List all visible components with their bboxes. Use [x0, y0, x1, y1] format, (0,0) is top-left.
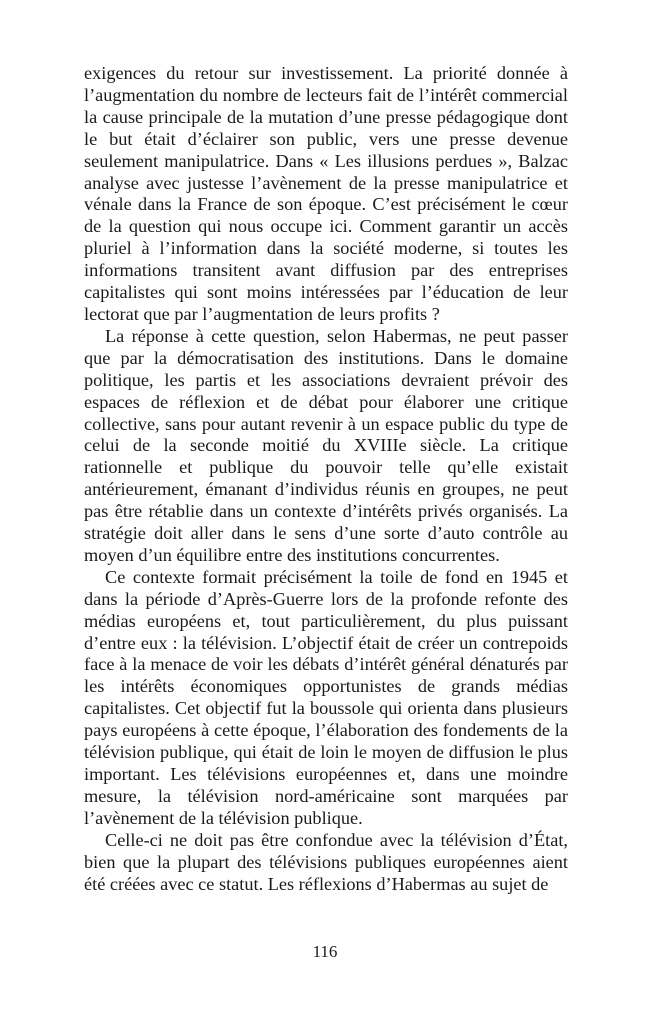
paragraph-2: La réponse à cette question, selon Habermas, ne peut passer que par la démocratisation des institutions. Dans le domaine politique, les partis et les associations devraient prévoir des espaces de réflexion et de débat pour élaborer une critique collective, sans pour autant revenir à un espace public du type de celui de la seconde moitié du XVIIIe siècle. La critique rationnelle et publique du pouvoir telle qu’elle existait antérieurement, émanant d’individus réunis en groupes, ne peut pas être rétablie dans un contexte d’intérêts privés organisés. La stratégie doit aller dans le sens d’une sorte d’auto contrôle au moyen d’un équilibre entre des institutions concurrentes.	[84, 325, 568, 565]
paragraph-4: Celle-ci ne doit pas être confondue avec la télévision d’État, bien que la plupart des télévisions publiques européennes aient été créées avec ce statut. Les réflexions d’Habermas au sujet de	[84, 829, 568, 894]
body-text	[84, 63, 568, 895]
paragraph-3: Ce contexte formait précisément la toile de fond en 1945 et dans la période d’Après-Guerre lors de la profonde refonte des médias européens et, tout particulièrement, du plus puissant d’entre eux : la télévision. L’objectif était de créer un contrepoids face à la menace de voir les débats d’intérêt général dénaturés par les intérêts économiques opportunistes de grands médias capitalistes. Cet objectif fut la boussole qui orienta dans plusieurs pays européens à cette époque, l’élaboration des fondements de la télévision publique, qui était de loin le moyen de diffusion le plus important. Les télévisions européennes et, dans une moindre mesure, la télévision nord-américaine sont marquées par l’avènement de la télévision publique.	[84, 566, 568, 828]
paragraph-1: exigences du retour sur investissement. La priorité donnée à l’augmentation du nombre de lecteurs fait de l’intérêt commercial la cause principale de la mutation d’une presse pédagogique dont le but était d’éclairer son public, vers une presse devenue seulement manipulatrice. Dans « Les illusions perdues », Balzac analyse avec justesse l’avènement de la presse manipulatrice et vénale dans la France de son époque. C’est précisément le cœur de la question qui nous occupe ici. Comment garantir un accès pluriel à l’information dans la société moderne, si toutes les informations transitent avant diffusion par des entreprises capitalistes qui sont moins intéressées par l’éducation de leur lectorat que par l’augmentation de leurs profits ?	[84, 63, 568, 324]
page-number: 116	[312, 942, 338, 961]
